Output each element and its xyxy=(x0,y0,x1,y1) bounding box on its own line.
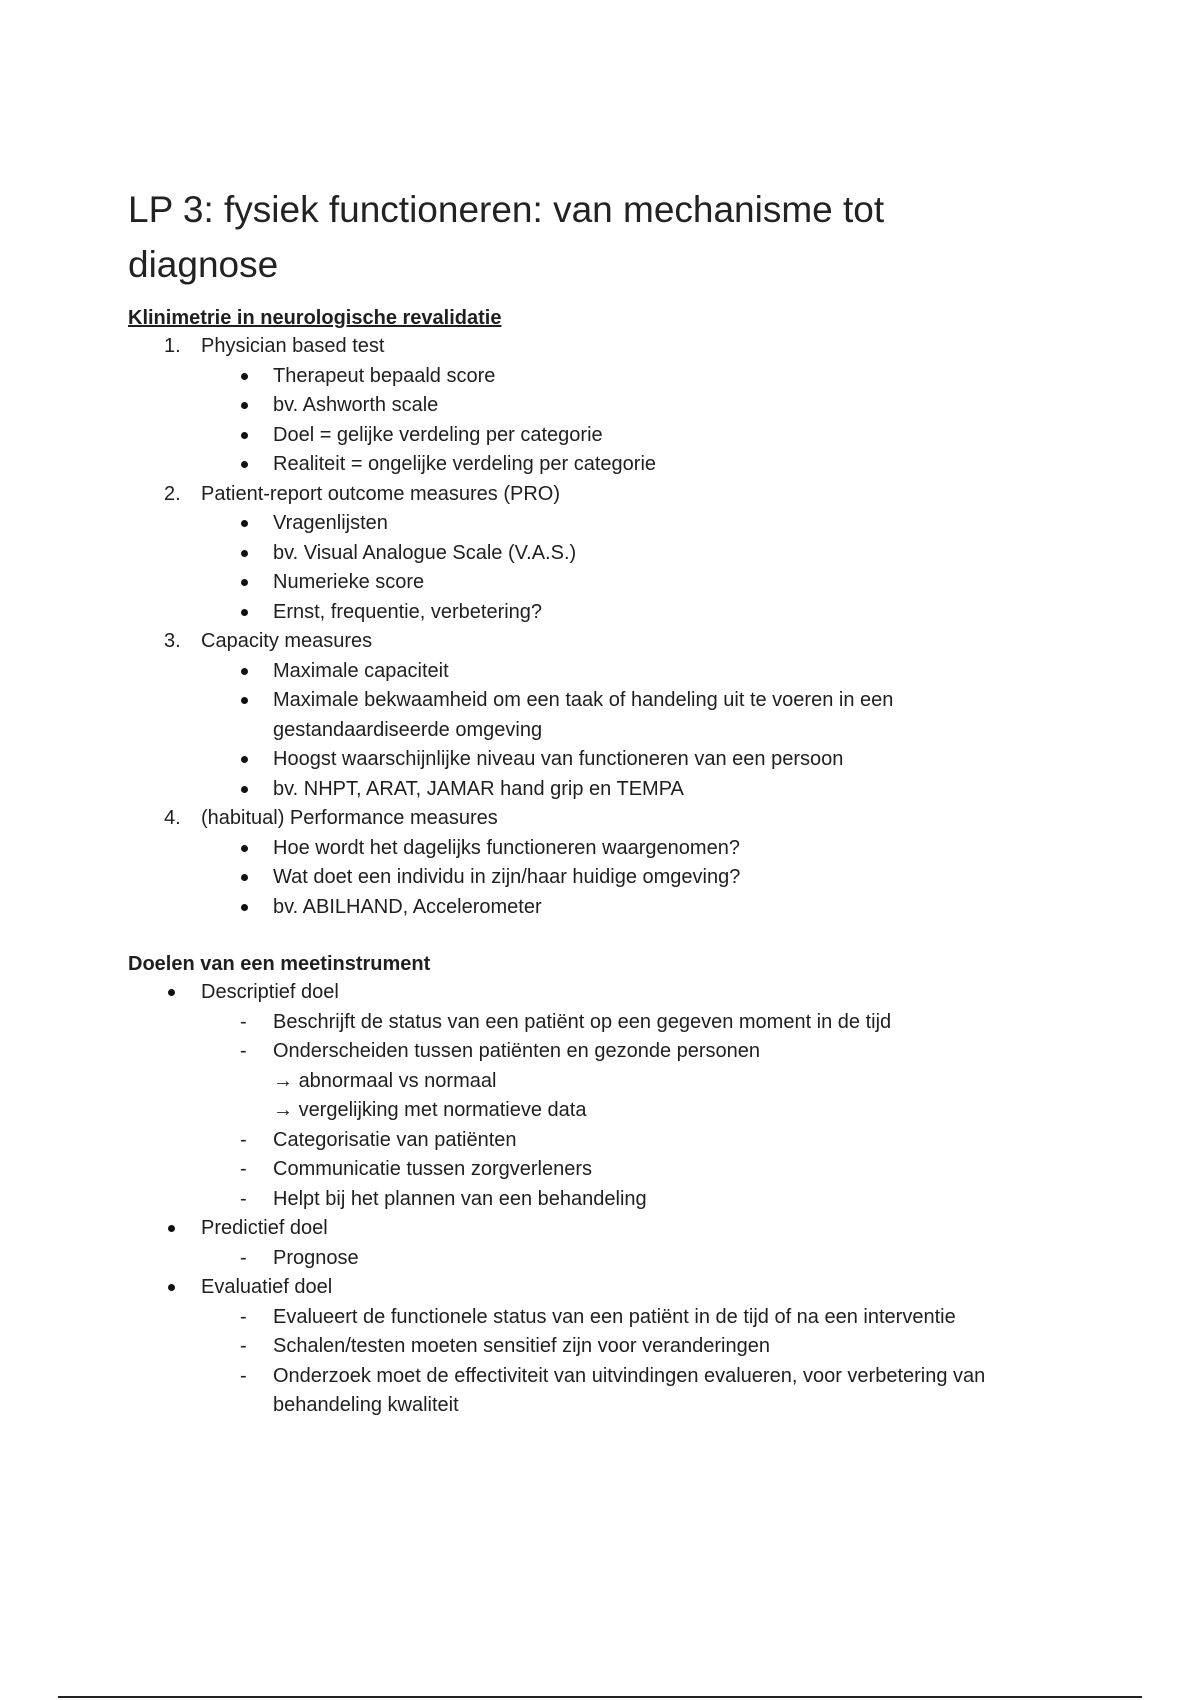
bullet-icon xyxy=(241,550,248,557)
list-item-label: Wat doet een individu in zijn/haar huidige omgeving? xyxy=(273,866,741,888)
list-item xyxy=(128,509,1108,539)
bullet-icon xyxy=(168,1284,175,1291)
list-item xyxy=(128,686,1108,716)
bullet-icon xyxy=(241,756,248,763)
section-klinimetrie xyxy=(128,304,1108,922)
list-item xyxy=(128,450,1108,480)
list-item xyxy=(128,1155,1108,1185)
arrow-line-text: abnormaal vs normaal xyxy=(298,1069,497,1092)
list-item-label: Physician based test xyxy=(201,335,385,357)
list-item-label: Descriptief doel xyxy=(201,981,339,1003)
list-item xyxy=(128,421,1108,451)
arrow-line xyxy=(128,1096,1108,1126)
list-item xyxy=(128,332,1108,362)
list-item-label: Schalen/testen moeten sensitief zijn voor veranderingen xyxy=(273,1335,770,1357)
list-item xyxy=(128,804,1108,834)
list-item-continuation: gestandaardiseerde omgeving xyxy=(273,718,543,741)
section-heading: Klinimetrie in neurologische revalidatie xyxy=(128,307,502,329)
dash-icon: - xyxy=(240,1364,247,1387)
list-item-label: Beschrijft de status van een patiënt op een gegeven moment in de tijd xyxy=(273,1010,892,1033)
list-item xyxy=(128,1037,1108,1067)
list-item xyxy=(128,863,1108,893)
bullet-icon xyxy=(241,432,248,439)
list-number: 3. xyxy=(164,630,181,652)
list-item xyxy=(128,1126,1108,1156)
bullet-icon xyxy=(241,668,248,675)
list-item-label: bv. Visual Analogue Scale (V.A.S.) xyxy=(273,541,577,564)
bullet-icon xyxy=(241,520,248,527)
bullet-icon xyxy=(241,373,248,380)
list-item-label: bv. Ashworth scale xyxy=(273,394,439,416)
list-item-label: Therapeut bepaald score xyxy=(273,364,496,387)
list-item xyxy=(128,745,1108,775)
list-item xyxy=(128,1185,1108,1215)
dash-icon: - xyxy=(240,1187,247,1210)
list-item-label: Onderzoek moet de effectiviteit van uitvindingen evalueren, voor verbetering van xyxy=(273,1364,986,1387)
list-item-label: Categorisatie van patiënten xyxy=(273,1128,517,1151)
list-item xyxy=(128,775,1108,805)
dash-icon: - xyxy=(240,1305,247,1328)
list-number: 1. xyxy=(164,335,181,357)
list-item xyxy=(128,391,1108,421)
list-item-label: Prognose xyxy=(273,1246,359,1269)
bullet-icon xyxy=(241,402,248,409)
bullet-icon xyxy=(168,1225,175,1232)
list-item-label: Predictief doel xyxy=(201,1217,328,1239)
list-item-label: Patient-report outcome measures (PRO) xyxy=(201,482,561,505)
bullet-icon xyxy=(241,609,248,616)
bullet-icon xyxy=(241,874,248,881)
list-item-label: Onderscheiden tussen patiënten en gezonde personen xyxy=(273,1040,761,1062)
list-item-label: Doel = gelijke verdeling per categorie xyxy=(273,423,603,446)
list-item xyxy=(128,362,1108,392)
dash-icon: - xyxy=(240,1158,247,1180)
arrow-line-text: vergelijking met normatieve data xyxy=(298,1099,587,1121)
list-item xyxy=(128,539,1108,569)
list-item xyxy=(128,627,1108,657)
list-item xyxy=(128,978,1108,1008)
list-item-label: Numerieke score xyxy=(273,571,425,593)
arrow-line xyxy=(128,1067,1108,1097)
list-item xyxy=(128,834,1108,864)
list-item-label: Hoogst waarschijnlijke niveau van functioneren van een persoon xyxy=(273,748,844,770)
list-item-label: Maximale capaciteit xyxy=(273,659,449,682)
list-item xyxy=(128,1332,1108,1362)
list-item-label: Ernst, frequentie, verbetering? xyxy=(273,600,543,623)
section-doelen xyxy=(128,950,1108,1421)
list-item xyxy=(128,568,1108,598)
list-item-continuation: behandeling kwaliteit xyxy=(273,1394,459,1416)
list-item xyxy=(128,1273,1108,1303)
dash-icon: - xyxy=(240,1246,247,1269)
list-item xyxy=(128,657,1108,687)
list-number: 2. xyxy=(164,482,181,505)
list-item-label: Vragenlijsten xyxy=(273,512,388,534)
list-item xyxy=(128,1244,1108,1274)
list-item xyxy=(128,1303,1108,1333)
section-heading: Doelen van een meetinstrument xyxy=(128,953,431,975)
arrow-icon: → xyxy=(273,1069,293,1092)
list-item-label: Communicatie tussen zorgverleners xyxy=(273,1158,593,1180)
dash-icon: - xyxy=(240,1040,247,1062)
list-item xyxy=(128,1362,1108,1392)
list-item xyxy=(128,480,1108,510)
list-item-label: Evaluatief doel xyxy=(201,1276,333,1298)
dash-icon: - xyxy=(240,1128,247,1151)
list-item-label: Evalueert de functionele status van een patiënt in de tijd of na een interventie xyxy=(273,1305,956,1328)
list-item xyxy=(128,1008,1108,1038)
footer-divider xyxy=(58,1696,1142,1698)
bullet-icon xyxy=(241,845,248,852)
page-title: LP 3: fysiek functioneren: van mechanisme tot diagnose xyxy=(128,189,885,285)
bullet-icon xyxy=(168,989,175,996)
list-item-label: Realiteit = ongelijke verdeling per categorie xyxy=(273,453,657,475)
bullet-icon xyxy=(241,697,248,704)
list-item xyxy=(128,1214,1108,1244)
list-item-label: bv. ABILHAND, Accelerometer xyxy=(273,895,542,918)
list-item-label: bv. NHPT, ARAT, JAMAR hand grip en TEMPA xyxy=(273,777,684,800)
list-number: 4. xyxy=(164,807,181,829)
list-item xyxy=(128,598,1108,628)
list-item-label: Capacity measures xyxy=(201,630,373,652)
bullet-icon xyxy=(241,786,248,793)
dash-icon: - xyxy=(240,1010,247,1033)
list-item xyxy=(128,893,1108,923)
arrow-icon: → xyxy=(273,1099,293,1121)
bullet-icon xyxy=(241,461,248,468)
bullet-icon xyxy=(241,904,248,911)
dash-icon: - xyxy=(240,1335,247,1357)
list-item-label: Helpt bij het plannen van een behandeling xyxy=(273,1187,647,1210)
list-item-label: Hoe wordt het dagelijks functioneren waargenomen? xyxy=(273,836,740,859)
bullet-icon xyxy=(241,579,248,586)
list-item-label: Maximale bekwaamheid om een taak of handeling uit te voeren in een xyxy=(273,689,894,711)
list-item-label: (habitual) Performance measures xyxy=(201,807,498,829)
